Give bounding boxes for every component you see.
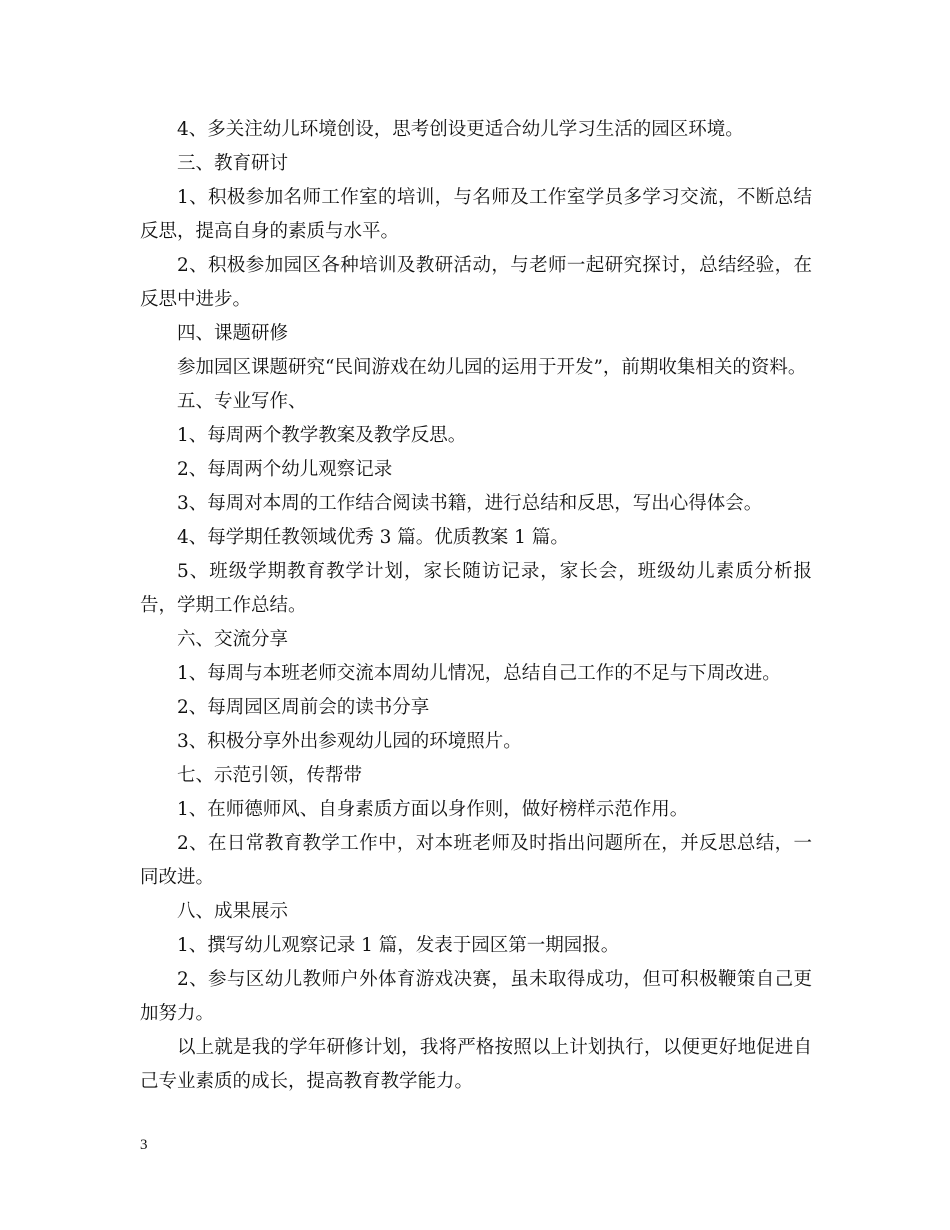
- paragraph: 1、每周与本班老师交流本周幼儿情况，总结自己工作的不足与下周改进。: [177, 663, 781, 684]
- paragraph: 2、每周两个幼儿观察记录: [177, 459, 393, 480]
- paragraph: 5、班级学期教育教学计划，家长随访记录，家长会，班级幼儿素质分析报告，学期工作总结。: [140, 561, 812, 616]
- section-heading: 五、专业写作、: [177, 391, 307, 412]
- paragraph: 1、积极参加名师工作室的培训，与名师及工作室学员多学习交流，不断总结反思，提高自身的素质与水平。: [140, 187, 812, 242]
- paragraph: 以上就是我的学年研修计划，我将严格按照以上计划执行，以便更好地促进自己专业素质的成长，提高教育教学能力。: [140, 1037, 812, 1092]
- paragraph: 1、每周两个教学教案及教学反思。: [177, 425, 467, 446]
- body-text: [140, 113, 812, 1099]
- paragraph: 2、每周园区周前会的读书分享: [177, 697, 430, 718]
- paragraph: 1、在师德师风、自身素质方面以身作则，做好榜样示范作用。: [177, 799, 689, 820]
- paragraph: 1、撰写幼儿观察记录 1 篇，发表于园区第一期园报。: [177, 935, 620, 956]
- section-heading: 六、交流分享: [177, 629, 289, 650]
- paragraph: 4、多关注幼儿环境创设，思考创设更适合幼儿学习生活的园区环境。: [177, 119, 744, 140]
- page-number: 3: [140, 1137, 148, 1153]
- paragraph: 2、参与区幼儿教师户外体育游戏决赛，虽未取得成功，但可积极鞭策自己更加努力。: [140, 969, 812, 1024]
- section-heading: 三、教育研讨: [177, 153, 289, 174]
- section-heading: 四、课题研修: [177, 323, 289, 344]
- paragraph: 3、每周对本周的工作结合阅读书籍，进行总结和反思，写出心得体会。: [177, 493, 763, 514]
- paragraph: 4、每学期任教领域优秀 3 篇。优质教案 1 篇。: [177, 527, 569, 548]
- paragraph: 参加园区课题研究“民间游戏在幼儿园的运用于开发”，前期收集相关的资料。: [177, 357, 807, 378]
- section-heading: 八、成果展示: [177, 901, 289, 922]
- section-heading: 七、示范引领，传帮带: [177, 765, 363, 786]
- paragraph: 2、积极参加园区各种培训及教研活动，与老师一起研究探讨，总结经验，在反思中进步。: [140, 255, 812, 310]
- paragraph: 2、在日常教育教学工作中，对本班老师及时指出问题所在，并反思总结，一同改进。: [140, 833, 812, 888]
- paragraph: 3、积极分享外出参观幼儿园的环境照片。: [177, 731, 522, 752]
